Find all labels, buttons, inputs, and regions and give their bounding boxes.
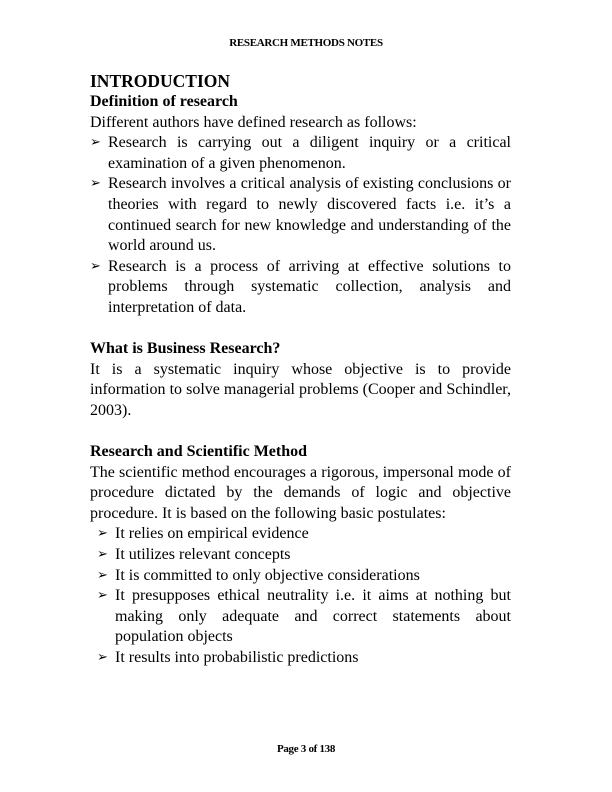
list-item: ➢ It presupposes ethical neutrality i.e. it aims at nothing but making only adequate and correct statements about population objects	[97, 587, 511, 646]
list-item: ➢ Research is carrying out a diligent inquiry or a critical examination of a given phenomenon.	[90, 134, 511, 172]
arrowhead-bullet-icon: ➢	[90, 176, 101, 192]
list-item: ➢ Research is a process of arriving at effective solutions to problems through systematic collection, analysis and interpretation of data.	[90, 257, 511, 316]
arrowhead-bullet-icon: ➢	[97, 650, 108, 666]
subheading-business-research: What is Business Research?	[90, 340, 281, 358]
arrowhead-bullet-icon: ➢	[90, 258, 101, 274]
page-body	[90, 70, 511, 669]
subheading-scientific-method: Research and Scientific Method	[90, 443, 308, 461]
list-item: ➢ Research involves a critical analysis of existing conclusions or theories with regard to newly discovered facts i.e. it’s a continued search for new knowledge and understanding of the world around us.	[90, 175, 511, 255]
arrowhead-bullet-icon: ➢	[90, 135, 101, 151]
list-item: ➢ It utilizes relevant concepts	[90, 545, 511, 566]
list-item: ➢ It relies on empirical evidence	[90, 524, 511, 545]
arrowhead-bullet-icon: ➢	[97, 526, 108, 542]
page-number: Page 3 of 138	[276, 743, 336, 755]
business-research-paragraph: It is a systematic inquiry whose objective is to provide information to solve managerial problems (Cooper and Schindler, 2003).	[90, 360, 511, 419]
spacer	[90, 319, 511, 340]
list-item: ➢ It results into probabilistic predictions	[90, 648, 511, 669]
subheading-definition: Definition of research	[90, 93, 238, 110]
scientific-method-paragraph: The scientific method encourages a rigorous, impersonal mode of procedure dictated by the demands of logic and objective procedure. It is based on the following basic postulates:	[90, 463, 511, 522]
definition-list	[90, 133, 511, 318]
section-title-introduction: INTRODUCTION	[90, 71, 231, 91]
spacer	[90, 422, 511, 443]
list-item: ➢ It is committed to only objective considerations	[90, 566, 511, 587]
arrowhead-bullet-icon: ➢	[97, 567, 108, 583]
arrowhead-bullet-icon: ➢	[97, 547, 108, 563]
running-header: RESEARCH METHODS NOTES	[229, 37, 383, 49]
arrowhead-bullet-icon: ➢	[97, 588, 108, 604]
postulates-list	[90, 524, 511, 668]
intro-lead: Different authors have defined research as follows:	[90, 113, 417, 131]
